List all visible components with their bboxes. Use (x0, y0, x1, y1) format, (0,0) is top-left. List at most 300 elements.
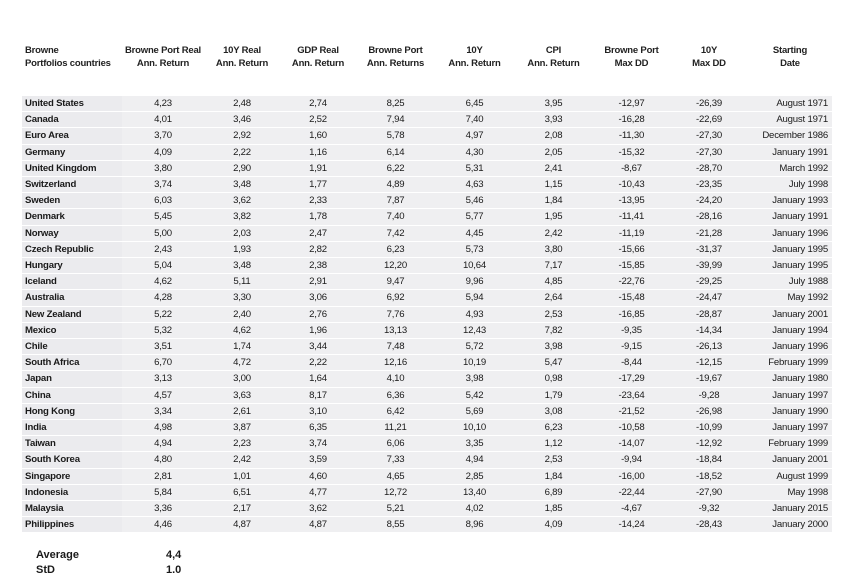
value-cell: 7,40 (435, 112, 514, 128)
value-cell: 7,94 (356, 112, 435, 128)
value-cell: 3,63 (204, 387, 280, 403)
start-date-cell: January 1990 (748, 403, 832, 419)
value-cell: 9,47 (356, 274, 435, 290)
column-header-line: Ann. Returns (366, 58, 425, 69)
value-cell: 12,16 (356, 355, 435, 371)
table-row (22, 177, 832, 193)
value-cell: 4,10 (356, 371, 435, 387)
value-cell: 2,43 (122, 241, 204, 257)
value-cell: -10,43 (593, 177, 670, 193)
value-cell: -12,92 (670, 436, 748, 452)
column-header (748, 40, 832, 96)
value-cell: 8,96 (435, 517, 514, 533)
value-cell: 7,48 (356, 339, 435, 355)
value-cell: 1,15 (514, 177, 593, 193)
value-cell: -26,13 (670, 339, 748, 355)
value-cell: 5,04 (122, 258, 204, 274)
value-cell: 4,02 (435, 501, 514, 517)
std-label: StD (36, 564, 55, 576)
country-cell: Japan (22, 371, 122, 387)
column-header (670, 40, 748, 96)
value-cell: -16,00 (593, 468, 670, 484)
value-cell: 2,81 (122, 468, 204, 484)
value-cell: -27,90 (670, 484, 748, 500)
column-header-line: Ann. Return (527, 58, 580, 69)
country-cell: South Africa (22, 355, 122, 371)
value-cell: 4,62 (122, 274, 204, 290)
country-cell: Switzerland (22, 177, 122, 193)
column-header (22, 40, 122, 96)
table-row (22, 225, 832, 241)
value-cell: 2,53 (514, 306, 593, 322)
start-date-cell: August 1999 (748, 468, 832, 484)
value-cell: 4,60 (280, 468, 356, 484)
value-cell: -10,99 (670, 420, 748, 436)
start-date-cell: January 1996 (748, 225, 832, 241)
value-cell: 2,76 (280, 306, 356, 322)
value-cell: 1,96 (280, 322, 356, 338)
value-cell: 2,48 (204, 96, 280, 112)
column-header-line: CPI (545, 45, 562, 56)
table-row (22, 468, 832, 484)
table-row (22, 160, 832, 176)
country-cell: South Korea (22, 452, 122, 468)
value-cell: -21,52 (593, 403, 670, 419)
value-cell: -12,97 (593, 96, 670, 112)
value-cell: 3,62 (280, 501, 356, 517)
value-cell: -11,19 (593, 225, 670, 241)
std-row (36, 563, 206, 578)
column-header-line: GDP Real (297, 45, 339, 56)
value-cell: 6,23 (514, 420, 593, 436)
value-cell: 4,94 (435, 452, 514, 468)
table-row (22, 501, 832, 517)
value-cell: 3,59 (280, 452, 356, 468)
value-cell: -16,28 (593, 112, 670, 128)
value-cell: -18,84 (670, 452, 748, 468)
value-cell: 2,91 (280, 274, 356, 290)
value-cell: 3,82 (204, 209, 280, 225)
value-cell: 2,22 (280, 355, 356, 371)
value-cell: 1,74 (204, 339, 280, 355)
value-cell: 6,06 (356, 436, 435, 452)
value-cell: 2,05 (514, 144, 593, 160)
value-cell: 8,55 (356, 517, 435, 533)
value-cell: 3,48 (204, 177, 280, 193)
value-cell: 3,36 (122, 501, 204, 517)
value-cell: 1,95 (514, 209, 593, 225)
country-cell: Germany (22, 144, 122, 160)
table-row (22, 387, 832, 403)
country-cell: Malaysia (22, 501, 122, 517)
column-header (514, 40, 593, 96)
value-cell: 2,40 (204, 306, 280, 322)
country-cell: Singapore (22, 468, 122, 484)
column-header-line: Ann. Return (448, 58, 501, 69)
value-cell: 4,94 (122, 436, 204, 452)
value-cell: 5,45 (122, 209, 204, 225)
value-cell: 4,09 (514, 517, 593, 533)
table-row (22, 322, 832, 338)
country-cell: United Kingdom (22, 160, 122, 176)
value-cell: 5,11 (204, 274, 280, 290)
value-cell: 4,80 (122, 452, 204, 468)
column-header (356, 40, 435, 96)
start-date-cell: January 1991 (748, 209, 832, 225)
country-cell: Hungary (22, 258, 122, 274)
value-cell: 7,76 (356, 306, 435, 322)
value-cell: 5,32 (122, 322, 204, 338)
value-cell: 4,62 (204, 322, 280, 338)
value-cell: 2,47 (280, 225, 356, 241)
column-header-line: Ann. Return (215, 58, 269, 69)
value-cell: 7,42 (356, 225, 435, 241)
column-header (204, 40, 280, 96)
value-cell: 4,30 (435, 144, 514, 160)
value-cell: -11,41 (593, 209, 670, 225)
value-cell: -23,35 (670, 177, 748, 193)
value-cell: 3,95 (514, 96, 593, 112)
value-cell: 1,60 (280, 128, 356, 144)
value-cell: -9,28 (670, 387, 748, 403)
value-cell: 6,92 (356, 290, 435, 306)
value-cell: 7,87 (356, 193, 435, 209)
value-cell: 7,17 (514, 258, 593, 274)
value-cell: 5,31 (435, 160, 514, 176)
value-cell: 2,42 (204, 452, 280, 468)
value-cell: -16,85 (593, 306, 670, 322)
value-cell: 3,10 (280, 403, 356, 419)
value-cell: 3,51 (122, 339, 204, 355)
start-date-cell: May 1998 (748, 484, 832, 500)
value-cell: 3,34 (122, 403, 204, 419)
returns-table (22, 40, 832, 533)
table-header (22, 40, 832, 96)
header-row (22, 40, 832, 96)
returns-table-container (22, 40, 832, 533)
start-date-cell: February 1999 (748, 436, 832, 452)
value-cell: 6,36 (356, 387, 435, 403)
value-cell: 2,41 (514, 160, 593, 176)
table-row (22, 403, 832, 419)
value-cell: 4,57 (122, 387, 204, 403)
value-cell: 10,10 (435, 420, 514, 436)
value-cell: 11,21 (356, 420, 435, 436)
value-cell: 1,78 (280, 209, 356, 225)
country-cell: United States (22, 96, 122, 112)
table-row (22, 290, 832, 306)
value-cell: 12,20 (356, 258, 435, 274)
value-cell: 2,42 (514, 225, 593, 241)
country-cell: Iceland (22, 274, 122, 290)
column-header-line: Browne Port (368, 45, 423, 56)
value-cell: -29,25 (670, 274, 748, 290)
value-cell: 3,46 (204, 112, 280, 128)
start-date-cell: January 1993 (748, 193, 832, 209)
start-date-cell: August 1971 (748, 96, 832, 112)
value-cell: 2,90 (204, 160, 280, 176)
value-cell: 3,98 (514, 339, 593, 355)
value-cell: 3,80 (122, 160, 204, 176)
value-cell: 2,61 (204, 403, 280, 419)
std-value: 1.0 (166, 564, 182, 576)
value-cell: -14,34 (670, 322, 748, 338)
value-cell: 6,51 (204, 484, 280, 500)
value-cell: 3,93 (514, 112, 593, 128)
column-header-line: Portfolios countries (25, 58, 111, 69)
value-cell: 12,72 (356, 484, 435, 500)
value-cell: 2,22 (204, 144, 280, 160)
table-body (22, 96, 832, 533)
value-cell: 3,35 (435, 436, 514, 452)
value-cell: 4,65 (356, 468, 435, 484)
value-cell: 7,33 (356, 452, 435, 468)
value-cell: 13,13 (356, 322, 435, 338)
start-date-cell: July 1988 (748, 274, 832, 290)
country-cell: Euro Area (22, 128, 122, 144)
value-cell: -9,94 (593, 452, 670, 468)
value-cell: 2,82 (280, 241, 356, 257)
country-cell: Czech Republic (22, 241, 122, 257)
table-row (22, 436, 832, 452)
column-header-line: 10Y Real (223, 45, 261, 56)
value-cell: 0,98 (514, 371, 593, 387)
value-cell: 4,93 (435, 306, 514, 322)
summary-block (36, 548, 206, 578)
value-cell: 3,06 (280, 290, 356, 306)
value-cell: 3,62 (204, 193, 280, 209)
value-cell: 1,64 (280, 371, 356, 387)
country-cell: Indonesia (22, 484, 122, 500)
value-cell: 4,72 (204, 355, 280, 371)
value-cell: -15,66 (593, 241, 670, 257)
value-cell: 2,03 (204, 225, 280, 241)
country-cell: Norway (22, 225, 122, 241)
column-header-line: Starting (772, 45, 808, 56)
value-cell: 5,73 (435, 241, 514, 257)
value-cell: 8,25 (356, 96, 435, 112)
value-cell: -28,43 (670, 517, 748, 533)
column-header-line: Browne Port Real (125, 45, 201, 56)
value-cell: -22,44 (593, 484, 670, 500)
value-cell: -14,07 (593, 436, 670, 452)
column-header-line: Date (780, 58, 800, 69)
value-cell: -23,64 (593, 387, 670, 403)
value-cell: 2,52 (280, 112, 356, 128)
value-cell: -17,29 (593, 371, 670, 387)
table-row (22, 128, 832, 144)
value-cell: 4,87 (204, 517, 280, 533)
table-row (22, 112, 832, 128)
value-cell: -19,67 (670, 371, 748, 387)
value-cell: 7,40 (356, 209, 435, 225)
value-cell: 3,70 (122, 128, 204, 144)
value-cell: 3,08 (514, 403, 593, 419)
column-header-line: Browne (25, 45, 59, 56)
value-cell: 2,08 (514, 128, 593, 144)
value-cell: 5,22 (122, 306, 204, 322)
column-header-line: 10Y (466, 45, 483, 56)
start-date-cell: January 1997 (748, 387, 832, 403)
start-date-cell: August 1971 (748, 112, 832, 128)
value-cell: 4,28 (122, 290, 204, 306)
value-cell: 5,42 (435, 387, 514, 403)
table-row (22, 258, 832, 274)
start-date-cell: July 1998 (748, 177, 832, 193)
value-cell: -13,95 (593, 193, 670, 209)
start-date-cell: December 1986 (748, 128, 832, 144)
table-row (22, 144, 832, 160)
start-date-cell: January 1980 (748, 371, 832, 387)
value-cell: -22,76 (593, 274, 670, 290)
value-cell: 2,17 (204, 501, 280, 517)
value-cell: 6,45 (435, 96, 514, 112)
value-cell: 1,93 (204, 241, 280, 257)
value-cell: 5,47 (514, 355, 593, 371)
value-cell: 5,72 (435, 339, 514, 355)
value-cell: 4,98 (122, 420, 204, 436)
value-cell: -10,58 (593, 420, 670, 436)
value-cell: 6,14 (356, 144, 435, 160)
value-cell: 6,23 (356, 241, 435, 257)
average-value: 4,4 (166, 549, 182, 561)
value-cell: 10,19 (435, 355, 514, 371)
value-cell: -28,70 (670, 160, 748, 176)
value-cell: 3,80 (514, 241, 593, 257)
average-row (36, 548, 206, 563)
table-row (22, 274, 832, 290)
start-date-cell: January 2000 (748, 517, 832, 533)
value-cell: 1,84 (514, 193, 593, 209)
country-cell: India (22, 420, 122, 436)
value-cell: -24,20 (670, 193, 748, 209)
value-cell: -11,30 (593, 128, 670, 144)
value-cell: -21,28 (670, 225, 748, 241)
country-cell: Canada (22, 112, 122, 128)
country-cell: Taiwan (22, 436, 122, 452)
value-cell: 2,33 (280, 193, 356, 209)
value-cell: -9,35 (593, 322, 670, 338)
value-cell: 2,38 (280, 258, 356, 274)
value-cell: -18,52 (670, 468, 748, 484)
value-cell: 2,64 (514, 290, 593, 306)
start-date-cell: January 1991 (748, 144, 832, 160)
value-cell: 3,74 (122, 177, 204, 193)
value-cell: 3,98 (435, 371, 514, 387)
country-cell: Chile (22, 339, 122, 355)
value-cell: 1,91 (280, 160, 356, 176)
value-cell: -31,37 (670, 241, 748, 257)
column-header-line: Ann. Return (291, 58, 345, 69)
table-row (22, 193, 832, 209)
value-cell: 1,01 (204, 468, 280, 484)
table-row (22, 306, 832, 322)
country-cell: China (22, 387, 122, 403)
value-cell: 12,43 (435, 322, 514, 338)
country-cell: New Zealand (22, 306, 122, 322)
value-cell: 6,22 (356, 160, 435, 176)
value-cell: 3,30 (204, 290, 280, 306)
value-cell: 9,96 (435, 274, 514, 290)
table-row (22, 209, 832, 225)
value-cell: -26,98 (670, 403, 748, 419)
value-cell: -15,48 (593, 290, 670, 306)
value-cell: 1,85 (514, 501, 593, 517)
value-cell: 6,03 (122, 193, 204, 209)
value-cell: 5,00 (122, 225, 204, 241)
value-cell: -9,15 (593, 339, 670, 355)
value-cell: 10,64 (435, 258, 514, 274)
value-cell: 4,97 (435, 128, 514, 144)
value-cell: -27,30 (670, 128, 748, 144)
table-row (22, 371, 832, 387)
start-date-cell: February 1999 (748, 355, 832, 371)
value-cell: 5,84 (122, 484, 204, 500)
value-cell: -12,15 (670, 355, 748, 371)
column-header-line: Max DD (692, 58, 726, 69)
country-cell: Philippines (22, 517, 122, 533)
value-cell: 2,23 (204, 436, 280, 452)
value-cell: -24,47 (670, 290, 748, 306)
value-cell: -28,16 (670, 209, 748, 225)
value-cell: 1,12 (514, 436, 593, 452)
value-cell: 4,09 (122, 144, 204, 160)
value-cell: 4,45 (435, 225, 514, 241)
value-cell: -15,32 (593, 144, 670, 160)
table-row (22, 517, 832, 533)
country-cell: Denmark (22, 209, 122, 225)
table-row (22, 96, 832, 112)
value-cell: 4,23 (122, 96, 204, 112)
value-cell: 5,46 (435, 193, 514, 209)
value-cell: 4,89 (356, 177, 435, 193)
value-cell: 2,85 (435, 468, 514, 484)
start-date-cell: January 1994 (748, 322, 832, 338)
value-cell: 5,69 (435, 403, 514, 419)
value-cell: 5,77 (435, 209, 514, 225)
value-cell: 3,87 (204, 420, 280, 436)
column-header-line: 10Y (700, 45, 718, 56)
value-cell: 1,16 (280, 144, 356, 160)
value-cell: 4,01 (122, 112, 204, 128)
value-cell: 4,46 (122, 517, 204, 533)
value-cell: 7,82 (514, 322, 593, 338)
table-row (22, 484, 832, 500)
value-cell: 3,00 (204, 371, 280, 387)
value-cell: 5,78 (356, 128, 435, 144)
table-row (22, 452, 832, 468)
value-cell: 2,92 (204, 128, 280, 144)
value-cell: 5,21 (356, 501, 435, 517)
value-cell: 3,44 (280, 339, 356, 355)
column-header (122, 40, 204, 96)
value-cell: 2,53 (514, 452, 593, 468)
column-header (593, 40, 670, 96)
value-cell: 1,79 (514, 387, 593, 403)
value-cell: 4,87 (280, 517, 356, 533)
value-cell: 13,40 (435, 484, 514, 500)
country-cell: Mexico (22, 322, 122, 338)
start-date-cell: January 1996 (748, 339, 832, 355)
country-cell: Australia (22, 290, 122, 306)
value-cell: 4,77 (280, 484, 356, 500)
value-cell: -14,24 (593, 517, 670, 533)
average-label: Average (36, 549, 80, 561)
start-date-cell: January 2015 (748, 501, 832, 517)
table-row (22, 420, 832, 436)
value-cell: 1,77 (280, 177, 356, 193)
value-cell: 6,89 (514, 484, 593, 500)
